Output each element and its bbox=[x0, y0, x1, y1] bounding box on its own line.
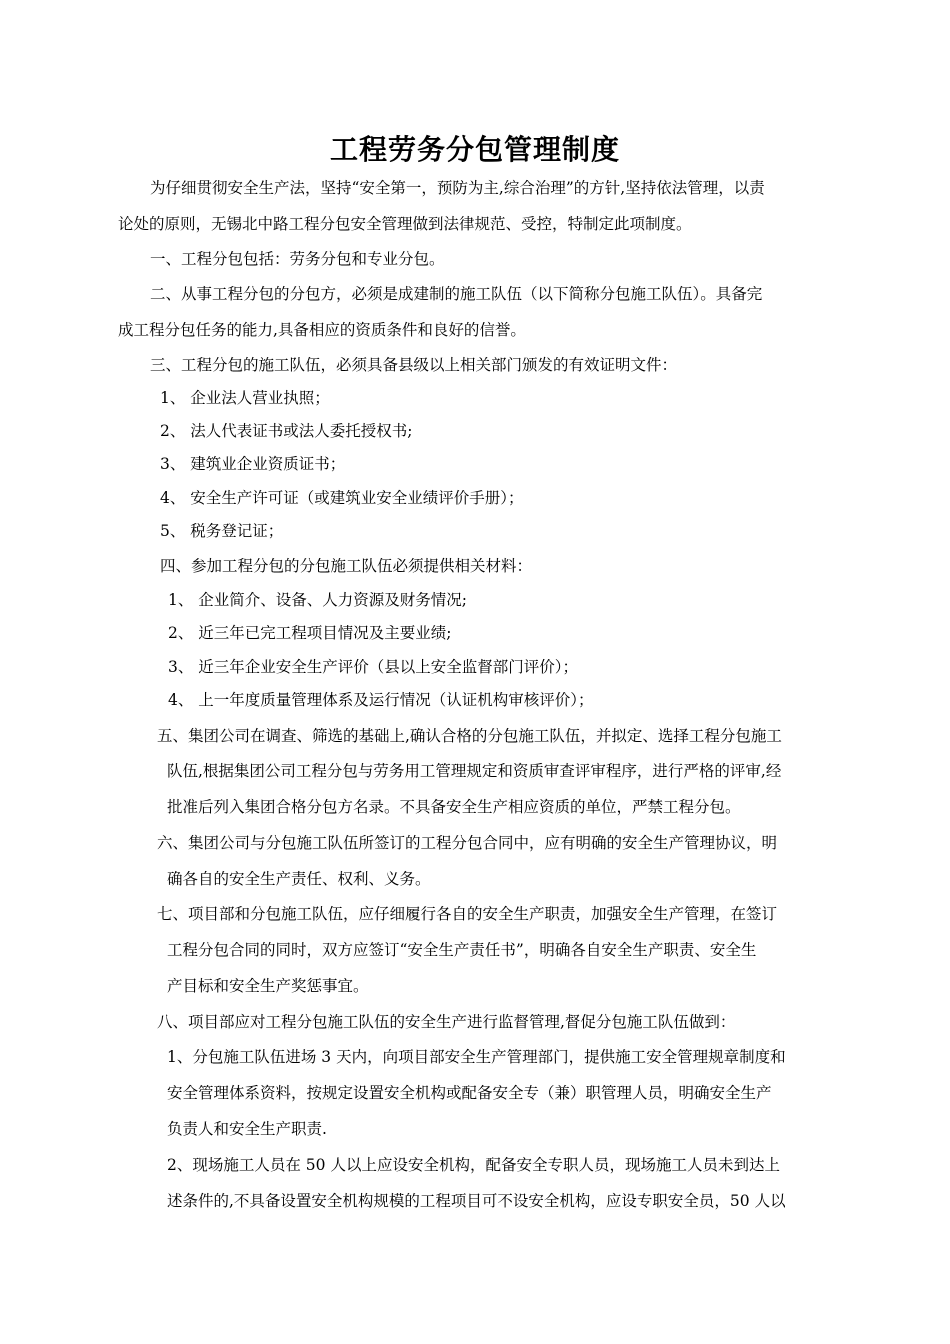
text-line: 六、集团公司与分包施工队伍所签订的工程分包合同中，应有明确的安全生产管理协议，明 bbox=[157, 834, 778, 852]
text-line: 2、现场施工人员在 50 人以上应设安全机构，配备安全专职人员，现场施工人员未到达上 bbox=[167, 1156, 780, 1174]
list-item: 5、 税务登记证； bbox=[160, 522, 284, 540]
text-line: 四、参加工程分包的分包施工队伍必须提供相关材料： bbox=[160, 557, 533, 575]
text-line: 八、项目部应对工程分包施工队伍的安全生产进行监督管理,督促分包施工队伍做到： bbox=[157, 1013, 736, 1031]
text-line: 批准后列入集团合格分包方名录。不具备安全生产相应资质的单位，严禁工程分包。 bbox=[167, 798, 741, 816]
text-line: 为仔细贯彻安全生产法，坚持“安全第一，预防为主,综合治理”的方针,坚持依法管理，以责 bbox=[150, 179, 765, 197]
text-line: 负责人和安全生产职责. bbox=[167, 1120, 327, 1138]
list-item: 2、 近三年已完工程项目情况及主要业绩; bbox=[168, 624, 452, 642]
text-line: 述条件的,不具备设置安全机构规模的工程项目可不设安全机构，应设专职安全员，50 人以 bbox=[167, 1192, 786, 1210]
text-line: 论处的原则，无锡北中路工程分包安全管理做到法律规范、受控，特制定此项制度。 bbox=[118, 215, 692, 233]
list-item: 3、 近三年企业安全生产评价（县以上安全监督部门评价）； bbox=[168, 658, 579, 676]
text-line: 五、集团公司在调查、筛选的基础上,确认合格的分包施工队伍，并拟定、选择工程分包施工 bbox=[157, 727, 782, 745]
text-line: 1、分包施工队伍进场 3 天内，向项目部安全生产管理部门，提供施工安全管理规章制度和 bbox=[167, 1048, 786, 1066]
text-line: 成工程分包任务的能力,具备相应的资质条件和良好的信誉。 bbox=[118, 321, 526, 339]
text-line: 一、工程分包包括：劳务分包和专业分包。 bbox=[150, 250, 445, 268]
document-title: 工程劳务分包管理制度 bbox=[329, 133, 620, 166]
list-item: 1、 企业法人营业执照； bbox=[160, 389, 330, 407]
text-line: 二、从事工程分包的分包方，必须是成建制的施工队伍（以下简称分包施工队伍）。具备完 bbox=[150, 285, 763, 303]
text-line: 确各自的安全生产责任、权利、义务。 bbox=[167, 870, 431, 888]
text-line: 工程分包合同的同时，双方应签订“安全生产责任书”，明确各自安全生产职责、安全生 bbox=[167, 941, 757, 959]
list-item: 1、 企业简介、设备、人力资源及财务情况; bbox=[168, 591, 468, 609]
list-item: 4、 安全生产许可证（或建筑业安全业绩评价手册）； bbox=[160, 489, 524, 507]
text-line: 产目标和安全生产奖惩事宜。 bbox=[167, 977, 369, 995]
text-line: 安全管理体系资料，按规定设置安全机构或配备安全专（兼）职管理人员，明确安全生产 bbox=[167, 1084, 772, 1102]
text-line: 三、工程分包的施工队伍，必须具备县级以上相关部门颁发的有效证明文件： bbox=[150, 356, 678, 374]
list-item: 2、 法人代表证书或法人委托授权书; bbox=[160, 422, 413, 440]
text-line: 队伍,根据集团公司工程分包与劳务用工管理规定和资质审查评审程序，进行严格的评审,经 bbox=[167, 762, 782, 780]
list-item: 3、 建筑业企业资质证书； bbox=[160, 455, 346, 473]
text-line: 七、项目部和分包施工队伍，应仔细履行各自的安全生产职责，加强安全生产管理，在签订 bbox=[157, 905, 778, 923]
list-item: 4、 上一年度质量管理体系及运行情况（认证机构审核评价）； bbox=[168, 691, 594, 709]
